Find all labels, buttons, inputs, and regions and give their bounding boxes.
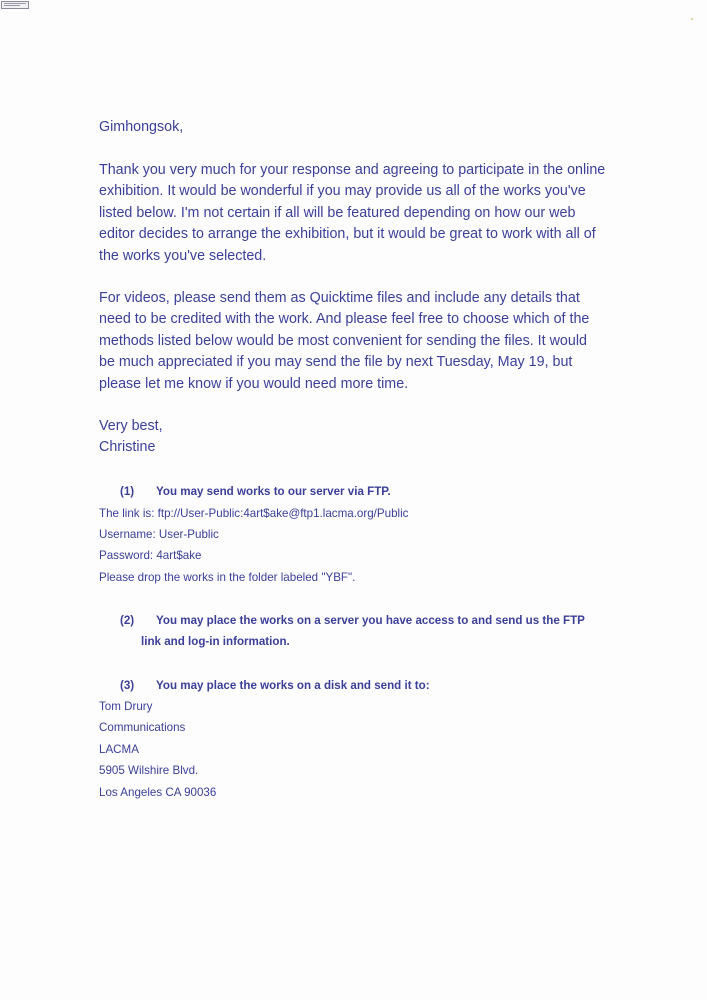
ftp-username-line: Username: User-Public bbox=[99, 528, 219, 541]
salutation: Gimhongsok, bbox=[99, 119, 184, 135]
paragraph-instructions bbox=[99, 288, 589, 395]
paragraph-line: editor decides to arrange the exhibition, but it would be great to work with all of bbox=[99, 226, 596, 243]
paragraph-line: listed below. I'm not certain if all will be featured depending on how our web bbox=[99, 204, 576, 221]
paragraph-line: the works you've selected. bbox=[99, 247, 267, 264]
paragraph-line: Thank you very much for your response and agreeing to participate in the online bbox=[99, 162, 606, 178]
paper-speck bbox=[691, 18, 693, 20]
ftp-link-line: The link is: ftp://User-Public:4art$ake@ftp1.lacma.org/Public bbox=[99, 507, 409, 520]
option-title: You may place the works on a server you have access to and send us the FTP bbox=[156, 614, 585, 627]
paragraph-line: methods listed below would be most convenient for sending the files. It would bbox=[99, 332, 587, 349]
paragraph-intro bbox=[99, 160, 605, 267]
option-1-heading bbox=[120, 481, 391, 502]
address-line: Communications bbox=[99, 721, 186, 735]
closing: Very best, bbox=[99, 418, 163, 434]
ftp-password-line: Password: 4art$ake bbox=[99, 549, 202, 562]
option-2-heading bbox=[120, 610, 585, 631]
option-3-heading bbox=[120, 675, 430, 696]
option-number: (1) bbox=[120, 485, 135, 498]
paragraph-line: exhibition. It would be wonderful if you may provide us all of the works you've bbox=[99, 183, 586, 200]
option-2-heading-continued: link and log-in information. bbox=[141, 635, 290, 648]
ftp-folder-line: Please drop the works in the folder labeled "YBF". bbox=[99, 571, 356, 584]
option-number: (2) bbox=[120, 614, 135, 627]
paragraph-line: need to be credited with the work. And please feel free to choose which of the bbox=[99, 311, 590, 328]
address-line: LACMA bbox=[99, 742, 139, 756]
option-number: (3) bbox=[120, 679, 135, 692]
signature: Christine bbox=[99, 439, 156, 456]
option-title: You may place the works on a disk and send it to: bbox=[156, 679, 430, 692]
mailing-address bbox=[99, 696, 216, 803]
address-line: Tom Drury bbox=[99, 700, 153, 713]
closing-block bbox=[99, 416, 163, 459]
address-line: 5905 Wilshire Blvd. bbox=[99, 764, 199, 778]
option-title: You may send works to our server via FTP. bbox=[156, 485, 391, 498]
paragraph-line: For videos, please send them as Quicktime files and include any details that bbox=[99, 290, 580, 306]
address-line: Los Angeles CA 90036 bbox=[99, 785, 217, 799]
paragraph-line: please let me know if you would need more time. bbox=[99, 375, 409, 392]
scan-label-stamp bbox=[1, 1, 29, 9]
paragraph-line: be much appreciated if you may send the file by next Tuesday, May 19, but bbox=[99, 354, 573, 371]
